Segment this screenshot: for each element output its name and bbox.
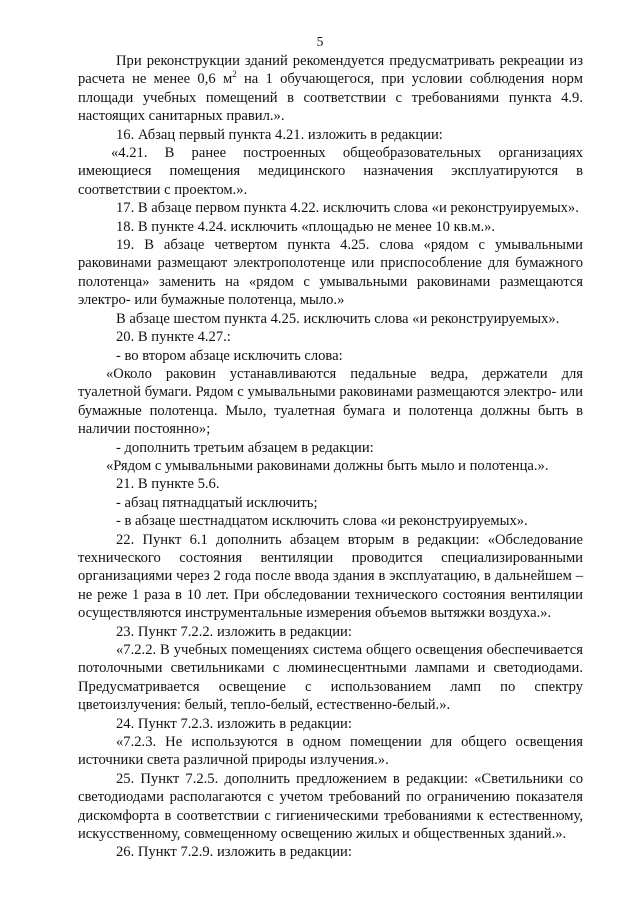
- paragraph-quote-4-21: «4.21. В ранее построенных общеобразовательных организациях имеющиеся помещения медицинского назначения эксплуатируются в соответствии с проектом.».: [78, 145, 583, 198]
- paragraph-item-20: 20. В пункте 4.27.:: [116, 329, 231, 346]
- paragraph-item-22: 22. Пункт 6.1 дополнить абзацем вторым в редакции: «Обследование технического состояния вентиляции проводится специализированными организациями через 2 года после ввода здания в эксплуатацию, в дальнейшем – не реже 1 раза в 10 лет. При обследовании технического состояния вентиляции осуществляются инструментальные измерения объемов вытяжки воздуха.».: [78, 531, 583, 622]
- paragraph-item-23: 23. Пункт 7.2.2. изложить в редакции:: [116, 623, 352, 640]
- paragraph-sixteenth: - в абзаце шестнадцатом исключить слова «и реконструируемых».: [116, 513, 528, 530]
- paragraph-remove-words: - во втором абзаце исключить слова:: [116, 347, 343, 364]
- paragraph-item-26: 26. Пункт 7.2.9. изложить в редакции:: [116, 844, 352, 861]
- paragraph-item-18: 18. В пункте 4.24. исключить «площадью не менее 10 кв.м.».: [116, 218, 496, 235]
- paragraph-item-21: 21. В пункте 5.6.: [116, 476, 220, 493]
- superscript-square: 2: [232, 69, 237, 80]
- paragraph-quote-removed: «Около раковин устанавливаются педальные ведра, держатели для туалетной бумаги. Рядом с умывальными раковинами размещаются электро- или бумажные полотенца. Мыло, туалетная бумага и полотенца должны быть в наличии постоянно»;: [78, 365, 583, 438]
- paragraph-item-25: 25. Пункт 7.2.5. дополнить предложением в редакции: «Светильники со светодиодами располагаются с учетом требований по ограничению показателя дискомфорта в соответствии с гигиеническими требованиями к естественному, искусственному, совмещенному освещению жилых и общественных зданий.».: [78, 770, 583, 843]
- paragraph-4-25-sixth: В абзаце шестом пункта 4.25. исключить слова «и реконструируемых».: [116, 310, 560, 327]
- paragraph-quote-7-2-3: «7.2.3. Не используются в одном помещении для общего освещения источники света различной природы излучения.».: [78, 734, 583, 769]
- paragraph-item-24: 24. Пункт 7.2.3. изложить в редакции:: [116, 715, 352, 732]
- document-body: [78, 52, 583, 862]
- paragraph-item-16: 16. Абзац первый пункта 4.21. изложить в редакции:: [116, 126, 443, 143]
- paragraph-text: При реконструкции зданий рекомендуется предусматривать рекреации из расчета не менее 0,6 м: [78, 53, 583, 88]
- page-number: 5: [316, 34, 324, 49]
- paragraph-item-17: 17. В абзаце первом пункта 4.22. исключить слова «и реконструируемых».: [116, 200, 579, 217]
- paragraph-text: на 1 обучающегося, при условии соблюдения норм площади учебных помещений в соответствии с требованиями пункта 4.9. настоящих санитарных правил.».: [78, 71, 583, 125]
- paragraph-item-19: 19. В абзаце четвертом пункта 4.25. слова «рядом с умывальными раковинами размещают электрополотенце или приспособление для бумажного полотенца» заменить на «рядом с умывальными раковинами размещаются электро- или бумажные полотенца, мыло.»: [78, 237, 583, 309]
- paragraph-recreation-norms: [78, 52, 583, 126]
- paragraph-fifteenth: - абзац пятнадцатый исключить;: [116, 494, 318, 511]
- paragraph-add-third: - дополнить третьим абзацем в редакции:: [116, 439, 374, 456]
- paragraph-quote-7-2-2: «7.2.2. В учебных помещениях система общего освещения обеспечивается потолочными светильниками с люминесцентными лампами и светодиодами. Предусматривается освещение с использованием ламп по спектру цветоизлучения: белый, тепло-белый, естественно-белый.».: [78, 642, 583, 714]
- paragraph-quote-added: «Рядом с умывальными раковинами должны быть мыло и полотенца.».: [106, 457, 549, 474]
